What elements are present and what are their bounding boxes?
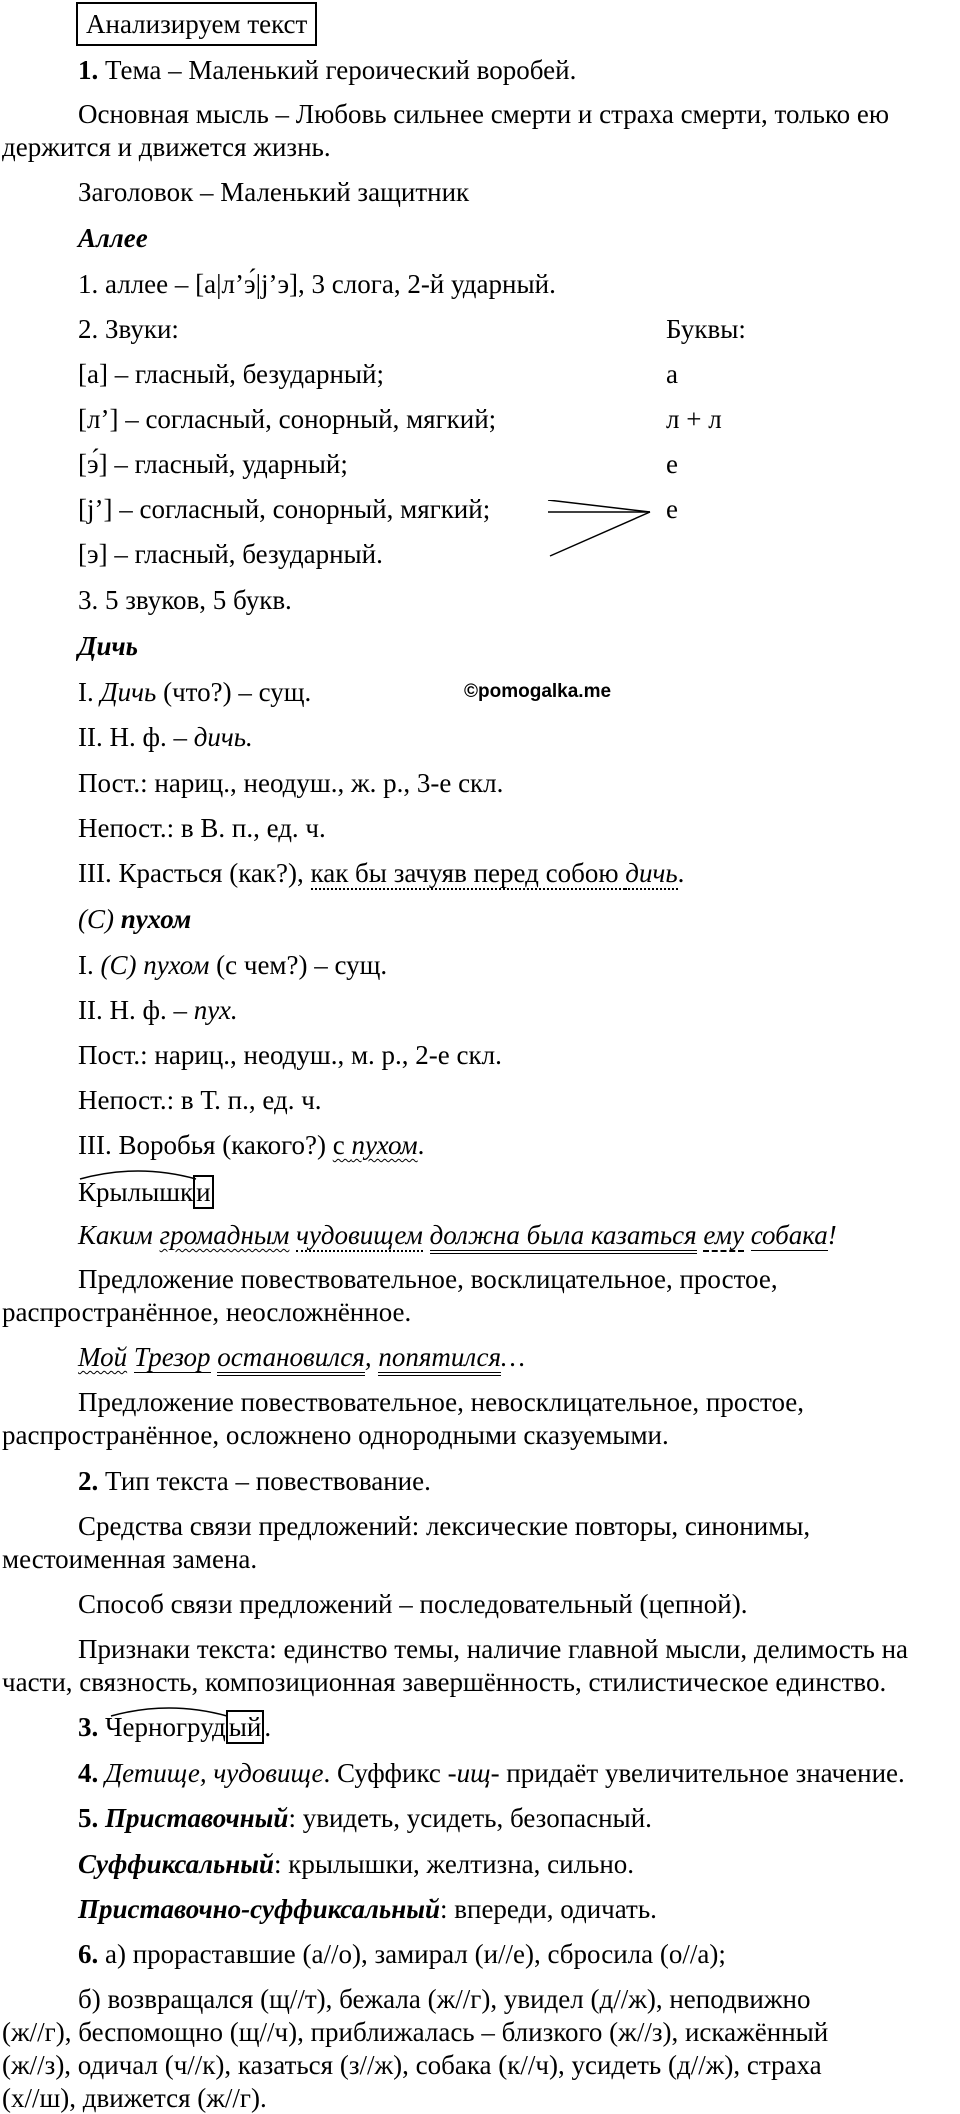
letter-cell: е — [666, 494, 678, 524]
sentence-2: Мой Трезор остановился, попятился… — [78, 1341, 525, 1373]
title-line: Заголовок – Маленький защитник — [78, 177, 470, 207]
dich-part-1: I. Дичь (что?) – сущ. — [78, 677, 312, 707]
sentence-1-desc-1: Предложение повествовательное, восклицательное, простое, — [78, 1264, 778, 1294]
count-line: 3. 5 звуков, 5 букв. — [78, 585, 292, 615]
item-3-line: 3. Черногруд ый . — [78, 1711, 271, 1743]
sound-row: [э] – гласный, безударный. — [78, 539, 383, 569]
syllable-line: 1. аллее – [а|л’э́|j’э], 3 слога, 2-й ударный. — [78, 269, 556, 299]
item-4-line: 4. Детище, чудовище. Суффикс -ищ- придаёт увеличительное значение. — [78, 1758, 905, 1788]
item-5-line-3: Приставочно-суффиксальный: впереди, одичать. — [78, 1894, 657, 1924]
sounds-header: 2. Звуки: — [78, 314, 179, 344]
text-type-line: 2. Тип текста – повествование. — [78, 1466, 431, 1496]
sentence-2-desc-1: Предложение повествовательное, невосклицательное, простое, — [78, 1387, 805, 1417]
puhom-part-2: II. Н. ф. – пух. — [78, 995, 238, 1025]
theme-line — [78, 54, 576, 86]
item-6-b-1: б) возвращался (щ//т), бежала (ж//г), увидел (д//ж), неподвижно — [78, 1984, 811, 2014]
dich-part-3: III. Красться (как?), как бы зачуяв перед собою дичь. — [78, 858, 685, 888]
links-line-1: Средства связи предложений: лексические повторы, синонимы, — [78, 1511, 811, 1541]
word-heading-allee: Аллее — [78, 223, 148, 253]
puhom-part-1: I. (С) пухом (с чем?) – сущ. — [78, 950, 388, 980]
signs-line-2: части, связность, композиционная завершённость, стилистическое единство. — [2, 1667, 887, 1697]
links-line-2: местоименная замена. — [2, 1544, 258, 1574]
root-arc-icon — [109, 1704, 249, 1718]
item-5-line-1: 5. Приставочный: увидеть, усидеть, безопасный. — [78, 1803, 652, 1833]
theme-text: Тема – Маленький героический воробей. — [105, 55, 577, 85]
root-arc-icon — [78, 1167, 218, 1181]
watermark: ©pomogalka.me — [464, 681, 612, 702]
ending-box: ый — [226, 1710, 265, 1744]
puhom-post: Пост.: нариц., неодуш., м. р., 2-е скл. — [78, 1040, 502, 1070]
dich-post: Пост.: нариц., неодуш., ж. р., 3-е скл. — [78, 768, 504, 798]
item-6-b-3: (ж//з), одичал (ч//к), казаться (з//ж), собака (к//ч), усидеть (д//ж), страха — [2, 2050, 822, 2080]
word-heading-puhom: (С) пухом — [78, 904, 192, 934]
sound-row: [а] – гласный, безударный; — [78, 359, 385, 389]
item-6-a: 6. а) прораставшие (а//о), замирал (и//е), сбросила (о//а); — [78, 1939, 726, 1969]
link-line-diagonal — [550, 512, 650, 556]
signs-line-1: Признаки текста: единство темы, наличие главной мысли, делимость на — [78, 1634, 909, 1664]
puhom-part-3: III. Воробья (какого?) с пухом. — [78, 1130, 425, 1160]
ending-box: и — [193, 1175, 213, 1209]
letters-header: Буквы: — [666, 314, 746, 344]
letter-cell: е — [666, 449, 678, 479]
sentence-1-desc-2: распространённое, неосложнённое. — [2, 1297, 412, 1327]
krylyshki-word: Крылышк и — [78, 1176, 214, 1208]
sound-letter-link-lines — [540, 500, 660, 560]
puhom-nepost: Непост.: в Т. п., ед. ч. — [78, 1085, 322, 1115]
method-line: Способ связи предложений – последовательный (цепной). — [78, 1589, 748, 1619]
dich-part-2: II. Н. ф. – дичь. — [78, 722, 253, 752]
sound-row: [j’] – согласный, сонорный, мягкий; — [78, 494, 491, 524]
sound-row: [э́] – гласный, ударный; — [78, 449, 348, 479]
item-6-b-2: (ж//г), беспомощно (щ//ч), приближалась – близкого (ж//з), искажённый — [2, 2017, 829, 2047]
item-number: 1. — [78, 55, 99, 85]
link-line-upper — [548, 500, 650, 512]
section-header: Анализируем текст — [76, 2, 317, 46]
dich-nepost: Непост.: в В. п., ед. ч. — [78, 813, 326, 843]
main-idea-line-1: Основная мысль – Любовь сильнее смерти и страха смерти, только ею — [78, 99, 890, 129]
item-6-b-4: (х//ш), движется (ж//г). — [2, 2083, 267, 2113]
sentence-1: Каким громадным чудовищем должна была казаться ему собака! — [78, 1219, 837, 1251]
sentence-2-desc-2: распространённое, осложнено однородными сказуемыми. — [2, 1420, 669, 1450]
letter-cell: л + л — [666, 404, 722, 434]
main-idea-line-2: держится и движется жизнь. — [2, 132, 331, 162]
letter-cell: а — [666, 359, 678, 389]
item-5-line-2: Суффиксальный: крылышки, желтизна, сильно. — [78, 1849, 635, 1879]
word-heading-dich: Дичь — [78, 631, 138, 661]
sound-row: [л’] – согласный, сонорный, мягкий; — [78, 404, 497, 434]
